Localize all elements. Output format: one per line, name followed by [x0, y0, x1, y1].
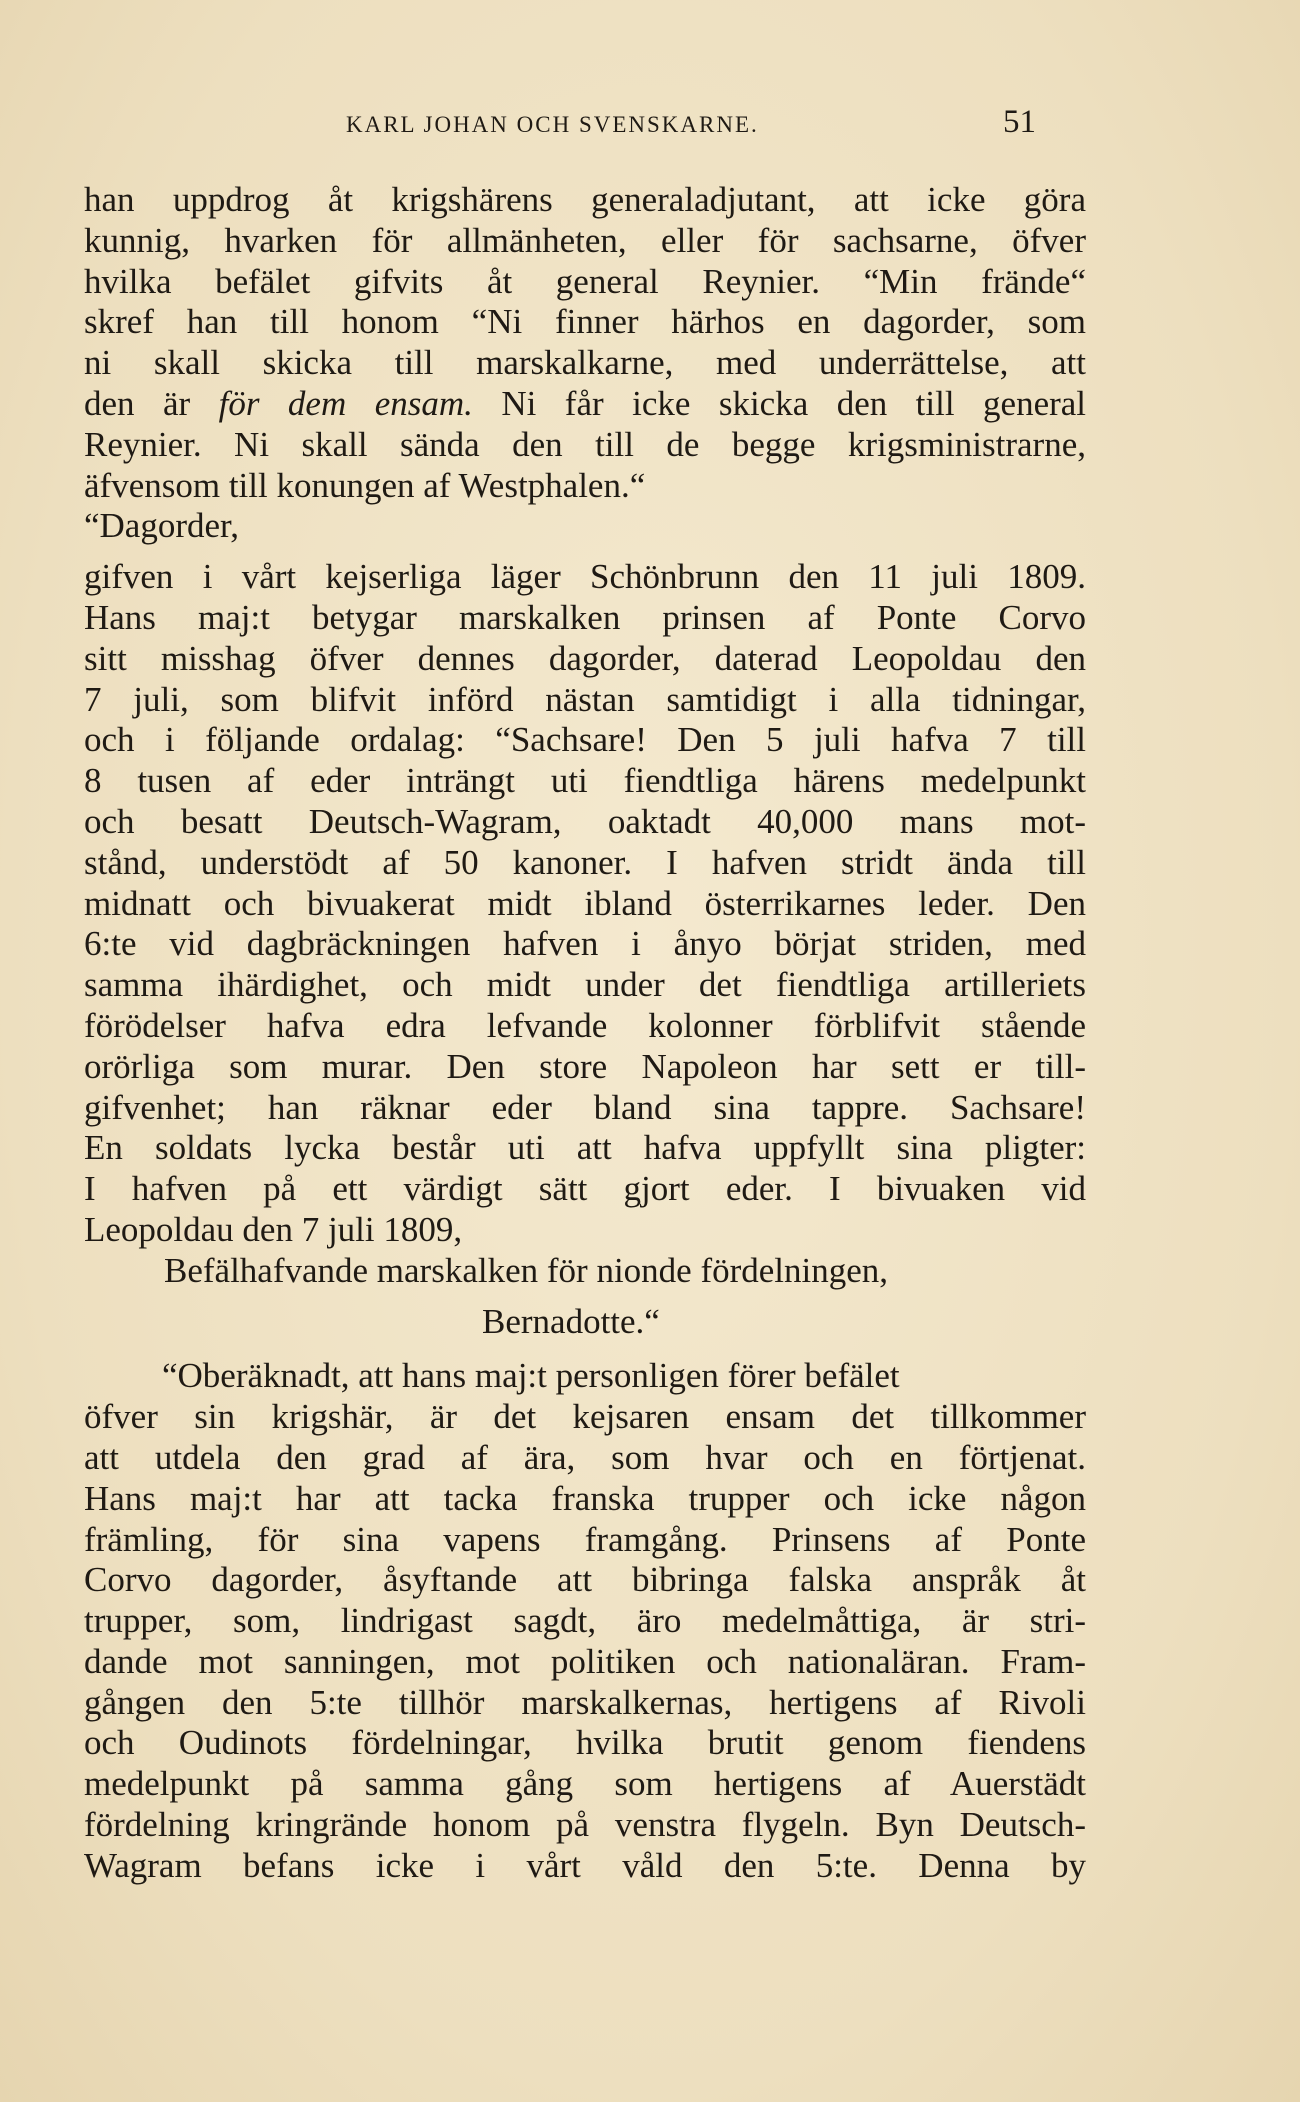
text-line: och Oudinots fördelningar, hvilka brutit genom fiendens: [84, 1723, 1086, 1763]
text-line: trupper, som, lindrigast sagdt, äro medelmåttiga, är stri-: [84, 1601, 1086, 1641]
text-line: Leopoldau den 7 juli 1809,: [84, 1209, 463, 1249]
text-line: 7 juli, som blifvit införd nästan samtidigt i alla tidningar,: [84, 679, 1086, 719]
text-line: I hafven på ett värdigt sätt gjort eder. I bivuaken vid: [84, 1169, 1086, 1209]
text-line: fördelning kringrände honom på venstra flygeln. Byn Deutsch-: [84, 1805, 1086, 1845]
text-line-with-italic: [84, 384, 1086, 425]
text-line: gången den 5:te tillhör marskalkernas, hertigens af Rivoli: [84, 1682, 1086, 1722]
page-text: [84, 180, 1086, 1887]
page-header: [84, 104, 1084, 144]
text-line: dande mot sanningen, mot politiken och nationaläran. Fram-: [84, 1641, 1086, 1681]
text-line: och i följande ordalag: “Sachsare! Den 5 juli hafva 7 till: [84, 720, 1086, 760]
text-line: sitt misshag öfver dennes dagorder, daterad Leopoldau den: [84, 638, 1086, 678]
text-line: hvilka befälet gifvits åt general Reynier. “Min frände“: [84, 261, 1086, 301]
paragraph-start: “Oberäknadt, att hans maj:t personligen förer befälet: [162, 1356, 900, 1396]
text-line: och besatt Deutsch-Wagram, oaktadt 40,000 mans mot-: [84, 801, 1086, 841]
text-fragment: Ni får icke skicka den till general: [501, 383, 1087, 423]
page-number: 51: [1003, 104, 1036, 140]
signature-title: Befälhafvande marskalken för nionde fördelningen,: [164, 1250, 889, 1290]
text-line: Corvo dagorder, åsyftande att bibringa falska anspråk åt: [84, 1560, 1086, 1600]
text-line: samma ihärdighet, och midt under det fiendtliga artilleriets: [84, 965, 1086, 1005]
text-line: han uppdrog åt krigshärens generaladjutant, att icke göra: [84, 180, 1086, 219]
text-line: äfvensom till konungen af Westphalen.“: [84, 465, 646, 505]
text-line: ni skall skicka till marskalkarne, med underrättelse, att: [84, 343, 1086, 383]
text-line: 6:te vid dagbräckningen hafven i ånyo börjat striden, med: [84, 924, 1086, 964]
text-line: förödelser hafva edra lefvande kolonner förblifvit stående: [84, 1005, 1086, 1045]
italic-phrase: för dem ensam.: [218, 383, 473, 423]
text-line: skref han till honom “Ni finner härhos en dagorder, som: [84, 302, 1086, 342]
signature: Bernadotte.“: [482, 1301, 660, 1341]
order-dateline: gifven i vårt kejserliga läger Schönbrunn den 11 juli 1809.: [84, 557, 1086, 597]
text-line: En soldats lycka består uti att hafva uppfyllt sina pligter:: [84, 1128, 1086, 1168]
running-head: KARL JOHAN OCH SVENSKARNE.: [346, 112, 759, 137]
text-line: främling, för sina vapens framgång. Prinsens af Ponte: [84, 1519, 1086, 1559]
text-line: stånd, understödt af 50 kanoner. I hafven stridt ända till: [84, 842, 1086, 882]
text-line: Wagram befans icke i vårt våld den 5:te. Denna by: [84, 1845, 1086, 1885]
text-line: kunnig, hvarken för allmänheten, eller för sachsarne, öfver: [84, 220, 1086, 260]
text-line: midnatt och bivuakerat midt ibland österrikarnes leder. Den: [84, 883, 1086, 923]
text-fragment: den är: [84, 383, 191, 423]
text-line: Hans maj:t har att tacka franska trupper och icke någon: [84, 1478, 1086, 1518]
text-line: Reynier. Ni skall sända den till de begge krigsministrarne,: [84, 424, 1086, 464]
text-line: Hans maj:t betygar marskalken prinsen af Ponte Corvo: [84, 597, 1086, 637]
text-line: att utdela den grad af ära, som hvar och en förtjenat.: [84, 1437, 1086, 1477]
text-line: 8 tusen af eder inträngt uti fiendtliga härens medelpunkt: [84, 761, 1086, 801]
text-line: orörliga som murar. Den store Napoleon har sett er till-: [84, 1046, 1086, 1086]
text-line: gifvenhet; han räknar eder bland sina tappre. Sachsare!: [84, 1087, 1086, 1127]
text-line: medelpunkt på samma gång som hertigens af Auerstädt: [84, 1764, 1086, 1804]
order-heading: “Dagorder,: [84, 506, 240, 546]
text-line: öfver sin krigshär, är det kejsaren ensam det tillkommer: [84, 1397, 1086, 1437]
